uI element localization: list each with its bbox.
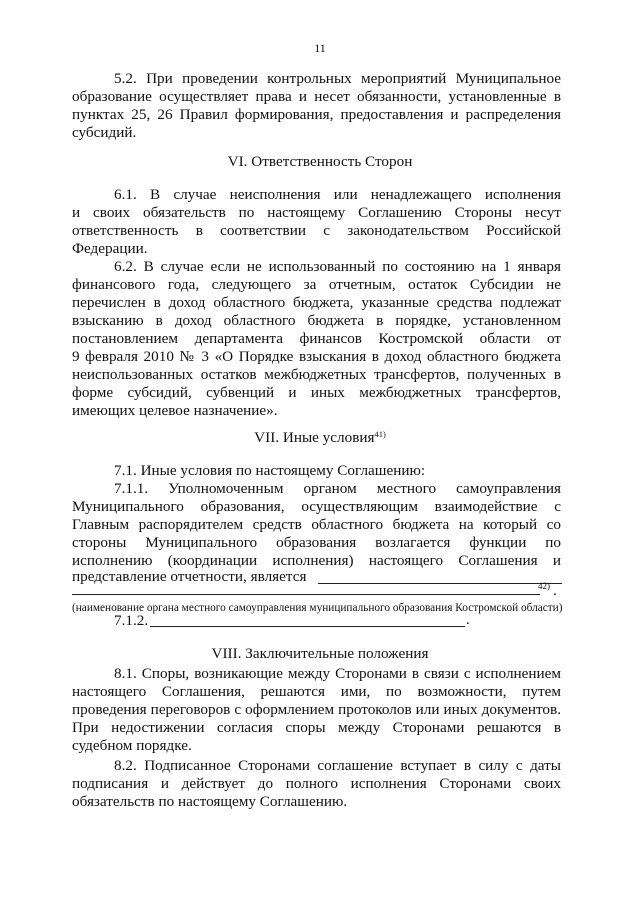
p711-line-4: стороны Муниципального образования возлагается функции по (72, 534, 561, 551)
p62-line-4: взысканию в доход областного бюджета в порядке, установленном (72, 312, 561, 329)
p61-line-4: Федерации. (72, 240, 148, 257)
p711-line-5: исполнению (координации исполнения) настоящего Соглашения и (72, 552, 561, 569)
p61-line-1: 6.1. В случае неисполнения или ненадлежащего исполнения (114, 186, 561, 203)
p62-line-2: финансового года, следующего за отчетным, остаток Субсидии не (72, 276, 561, 293)
footnote-ref-41: 41) (374, 429, 386, 439)
p711-line-3: Главным распорядителем средств областного бюджета на который со (72, 516, 561, 533)
section-7-heading (0, 429, 640, 447)
p62-line-7: неиспользованных остатков межбюджетных трансфертов, полученных в (72, 366, 561, 383)
section-8-heading: VIII. Заключительные положения (211, 645, 429, 662)
fill-in-caption: (наименование органа местного самоуправления муниципального образования Костромской области) (72, 602, 563, 614)
p81-line-4: При недостижении согласия споры между Сторонами решаются в (72, 719, 561, 736)
fill-in-line-1 (318, 583, 562, 584)
section-6-heading: VI. Ответственность Сторон (227, 153, 413, 170)
p82-line-3: обязательств по настоящему Соглашению. (72, 793, 348, 810)
footnote-ref-42: 42) (538, 581, 550, 591)
fill-in-line-2 (72, 594, 540, 595)
p71-text: 7.1. Иные условия по настоящему Соглашению: (114, 462, 426, 479)
p62-line-1: 6.2. В случае если не использованный по состоянию на 1 января (114, 258, 561, 275)
p81-line-3: проведения переговоров с оформлением протоколов или иных документов. (72, 701, 561, 718)
p62-line-3: перечислен в доход областного бюджета, указанные средства подлежат (72, 294, 561, 311)
p712-fill-line (150, 626, 465, 627)
p711-line-6: представление отчетности, является (72, 568, 307, 585)
p61-line-2: и своих обязательств по настоящему Соглашению Стороны несут (72, 204, 561, 221)
p62-line-8: форме субсидий, субвенций и иных межбюджетных трансфертов, (72, 384, 561, 401)
p711-line-1: 7.1.1. Уполномоченным органом местного самоуправления (114, 480, 561, 497)
p52-line-1: 5.2. При проведении контрольных мероприятий Муниципальное (114, 70, 561, 87)
p82-line-1: 8.2. Подписанное Сторонами соглашение вступает в силу с даты (114, 757, 561, 774)
p712-label: 7.1.2. (114, 612, 149, 629)
p52-line-4: субсидий. (72, 124, 137, 141)
fill-in-period: . (553, 582, 557, 599)
p81-line-5: судебном порядке. (72, 737, 192, 754)
section-7-title: VII. Иные условия (254, 429, 375, 446)
p82-line-2: подписания и действует до полного исполнения Сторонами своих (72, 775, 561, 792)
p52-line-3: пунктах 25, 26 Правил формирования, предоставления и распределения (72, 106, 561, 123)
p711-line-2: Муниципального образования, осуществляющим взаимодействие с (72, 498, 561, 515)
p62-line-9: имеющих целевое назначение». (72, 402, 278, 419)
p81-line-1: 8.1. Споры, возникающие между Сторонами в связи с исполнением (114, 665, 561, 682)
p62-line-5: постановлением департамента финансов Костромской области от (72, 330, 561, 347)
p712-period: . (466, 611, 470, 628)
p81-line-2: настоящего Соглашения, решаются ими, по возможности, путем (72, 683, 561, 700)
p52-line-2: образование осуществляет права и несет обязанности, установленные в (72, 88, 561, 105)
page-number: 11 (314, 41, 326, 55)
p61-line-3: ответственность в соответствии с законодательством Российской (72, 222, 561, 239)
p62-line-6: 9 февраля 2010 № 3 «О Порядке взыскания в доход областного бюджета (72, 348, 561, 365)
